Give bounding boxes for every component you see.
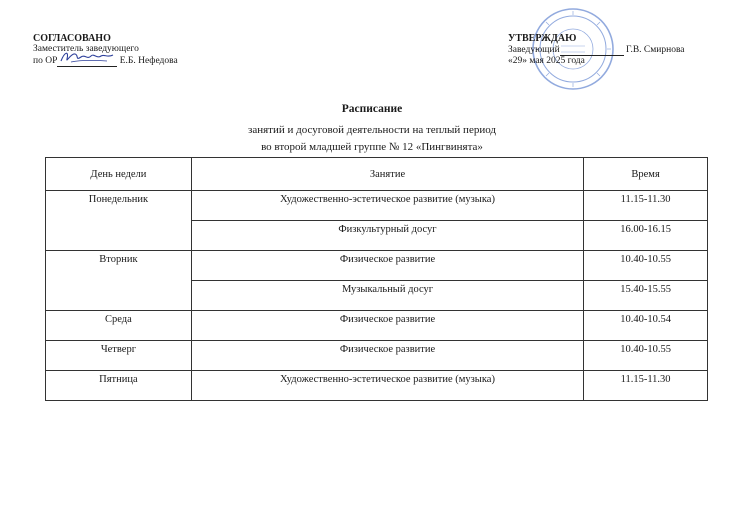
page-subtitle-1: занятий и досуговой деятельности на теплый период [247,124,496,136]
approval-right-role: Заведующий [508,45,560,55]
approval-left-heading: СОГЛАСОВАНО [33,33,111,44]
approval-left-signature-line [33,55,178,67]
signature-line-right [560,44,624,56]
cell-activity: Физкультурный досуг [191,221,583,251]
cell-activity: Художественно-эстетическое развитие (музыка) [191,371,583,401]
approval-right-role-line [508,44,740,56]
table-header-row [46,158,708,191]
table-row [46,371,708,401]
cell-time: 10.40-10.55 [584,251,708,281]
cell-day [46,281,192,311]
cell-activity: Физическое развитие [191,251,583,281]
page-title: Расписание [341,103,403,115]
cell-time: 10.40-10.55 [584,341,708,371]
schedule-table [45,157,708,401]
cell-day [46,221,192,251]
cell-activity: Физическое развитие [191,341,583,371]
cell-time: 16.00-16.15 [584,221,708,251]
signature-line-left [57,55,117,67]
approval-block-right [508,33,740,67]
signature-icon [57,48,119,66]
cell-day: Пятница [46,371,192,401]
table-row [46,311,708,341]
header-day: День недели [46,158,192,191]
page-subtitle-2: во второй младшей группе № 12 «Пингвинята» [261,141,483,153]
cell-activity: Физическое развитие [191,311,583,341]
cell-day: Понедельник [46,191,192,221]
table-row [46,221,708,251]
approval-left-name: Е.Б. Нефедова [119,56,178,66]
cell-time: 11.15-11.30 [584,371,708,401]
table-row [46,281,708,311]
table-row [46,191,708,221]
approval-left-role: Заместитель заведующего [33,44,139,54]
approval-right-date: «29» мая 2025 года [508,56,585,66]
header-activity: Занятие [191,158,583,191]
cell-time: 15.40-15.55 [584,281,708,311]
cell-day: Вторник [46,251,192,281]
table-row [46,251,708,281]
cell-activity: Художественно-эстетическое развитие (музыка) [191,191,583,221]
approval-block-left [33,33,178,67]
cell-day: Среда [46,311,192,341]
approval-right-heading: УТВЕРЖДАЮ [508,33,577,44]
cell-day: Четверг [46,341,192,371]
cell-activity: Музыкальный досуг [191,281,583,311]
cell-time: 11.15-11.30 [584,191,708,221]
header-time: Время [584,158,708,191]
table-row [46,341,708,371]
approval-right-name: Г.В. Смирнова [626,45,685,55]
cell-time: 10.40-10.54 [584,311,708,341]
approval-left-prefix: по ОР [33,56,58,66]
